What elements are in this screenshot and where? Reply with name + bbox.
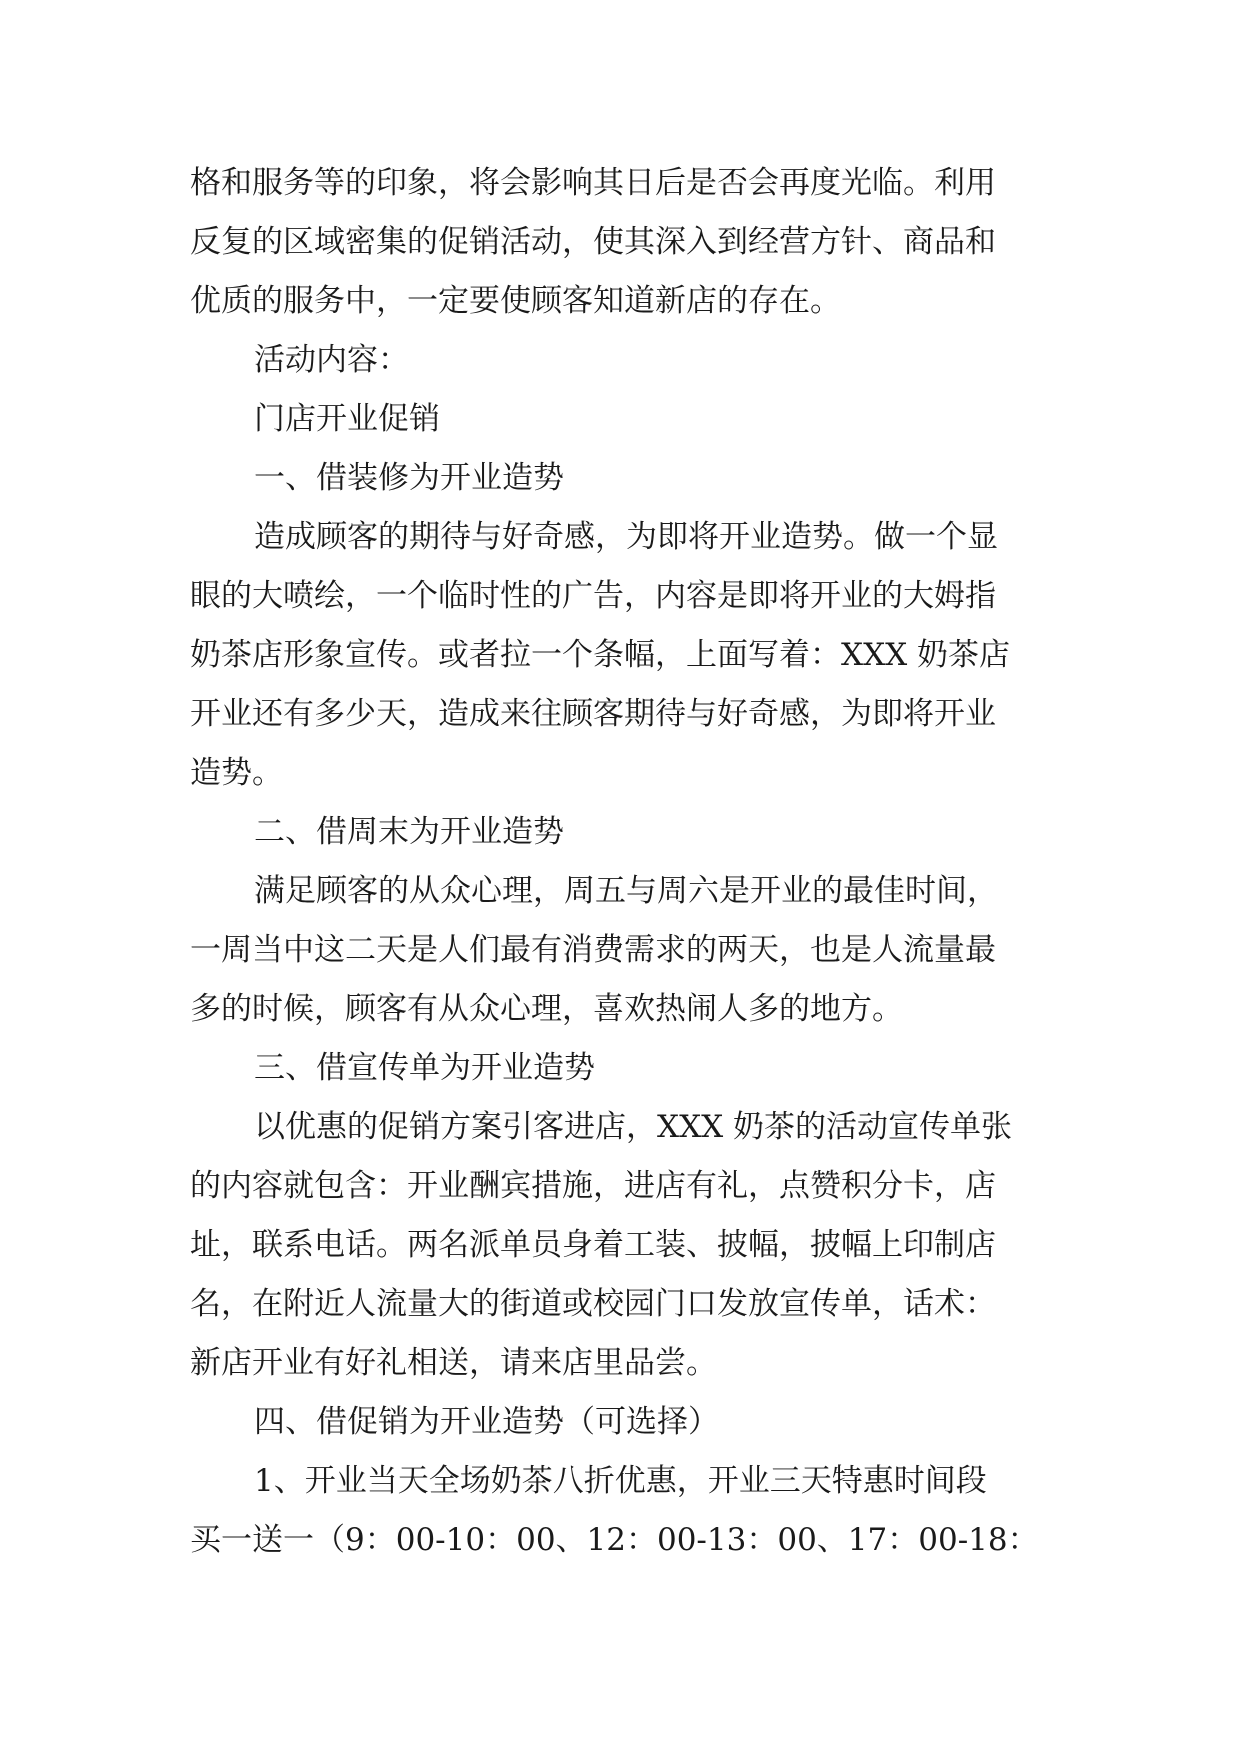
text-line: 优质的服务中，一定要使顾客知道新店的存在。 (190, 283, 841, 319)
text-line: 的内容就包含：开业酬宾措施，进店有礼，点赞积分卡，店 (190, 1168, 996, 1204)
text-line: 名，在附近人流量大的街道或校园门口发放宣传单，话术： (190, 1286, 996, 1322)
text-line: 多的时候，顾客有从众心理，喜欢热闹人多的地方。 (190, 991, 903, 1027)
text-line: 买一送一（9：00-10：00、12：00-13：00、17：00-18： (190, 1522, 1039, 1558)
section-label: 活动内容： (254, 342, 409, 378)
text-line: 址，联系电话。两名派单员身着工装、披幅，披幅上印制店 (190, 1227, 996, 1263)
section-heading: 二、借周末为开业造势 (254, 814, 564, 850)
text-line: 新店开业有好礼相送，请来店里品尝。 (190, 1345, 717, 1381)
text-line: 造成顾客的期待与好奇感，为即将开业造势。做一个显 (254, 519, 998, 555)
text-line: 满足顾客的从众心理，周五与周六是开业的最佳时间， (254, 873, 998, 909)
section-heading: 三、借宣传单为开业造势 (254, 1050, 595, 1086)
text-line: 1、开业当天全场奶茶八折优惠，开业三天特惠时间段 (254, 1463, 987, 1499)
text-line: 一周当中这二天是人们最有消费需求的两天，也是人流量最 (190, 932, 996, 968)
text-line: 眼的大喷绘，一个临时性的广告，内容是即将开业的大姆指 (190, 578, 996, 614)
text-line: 以优惠的促销方案引客进店，XXX 奶茶的活动宣传单张 (254, 1109, 1013, 1145)
section-title: 门店开业促销 (254, 401, 440, 437)
text-line: 奶茶店形象宣传。或者拉一个条幅，上面写着：XXX 奶茶店 (190, 637, 1011, 673)
section-heading: 一、借装修为开业造势 (254, 460, 564, 496)
text-line: 开业还有多少天，造成来往顾客期待与好奇感，为即将开业 (190, 696, 996, 732)
text-line: 格和服务等的印象，将会影响其日后是否会再度光临。利用 (190, 165, 996, 201)
text-line: 反复的区域密集的促销活动，使其深入到经营方针、商品和 (190, 224, 996, 260)
section-heading: 四、借促销为开业造势（可选择） (254, 1404, 719, 1440)
text-line: 造势。 (190, 755, 283, 791)
document-body (190, 154, 1050, 1570)
